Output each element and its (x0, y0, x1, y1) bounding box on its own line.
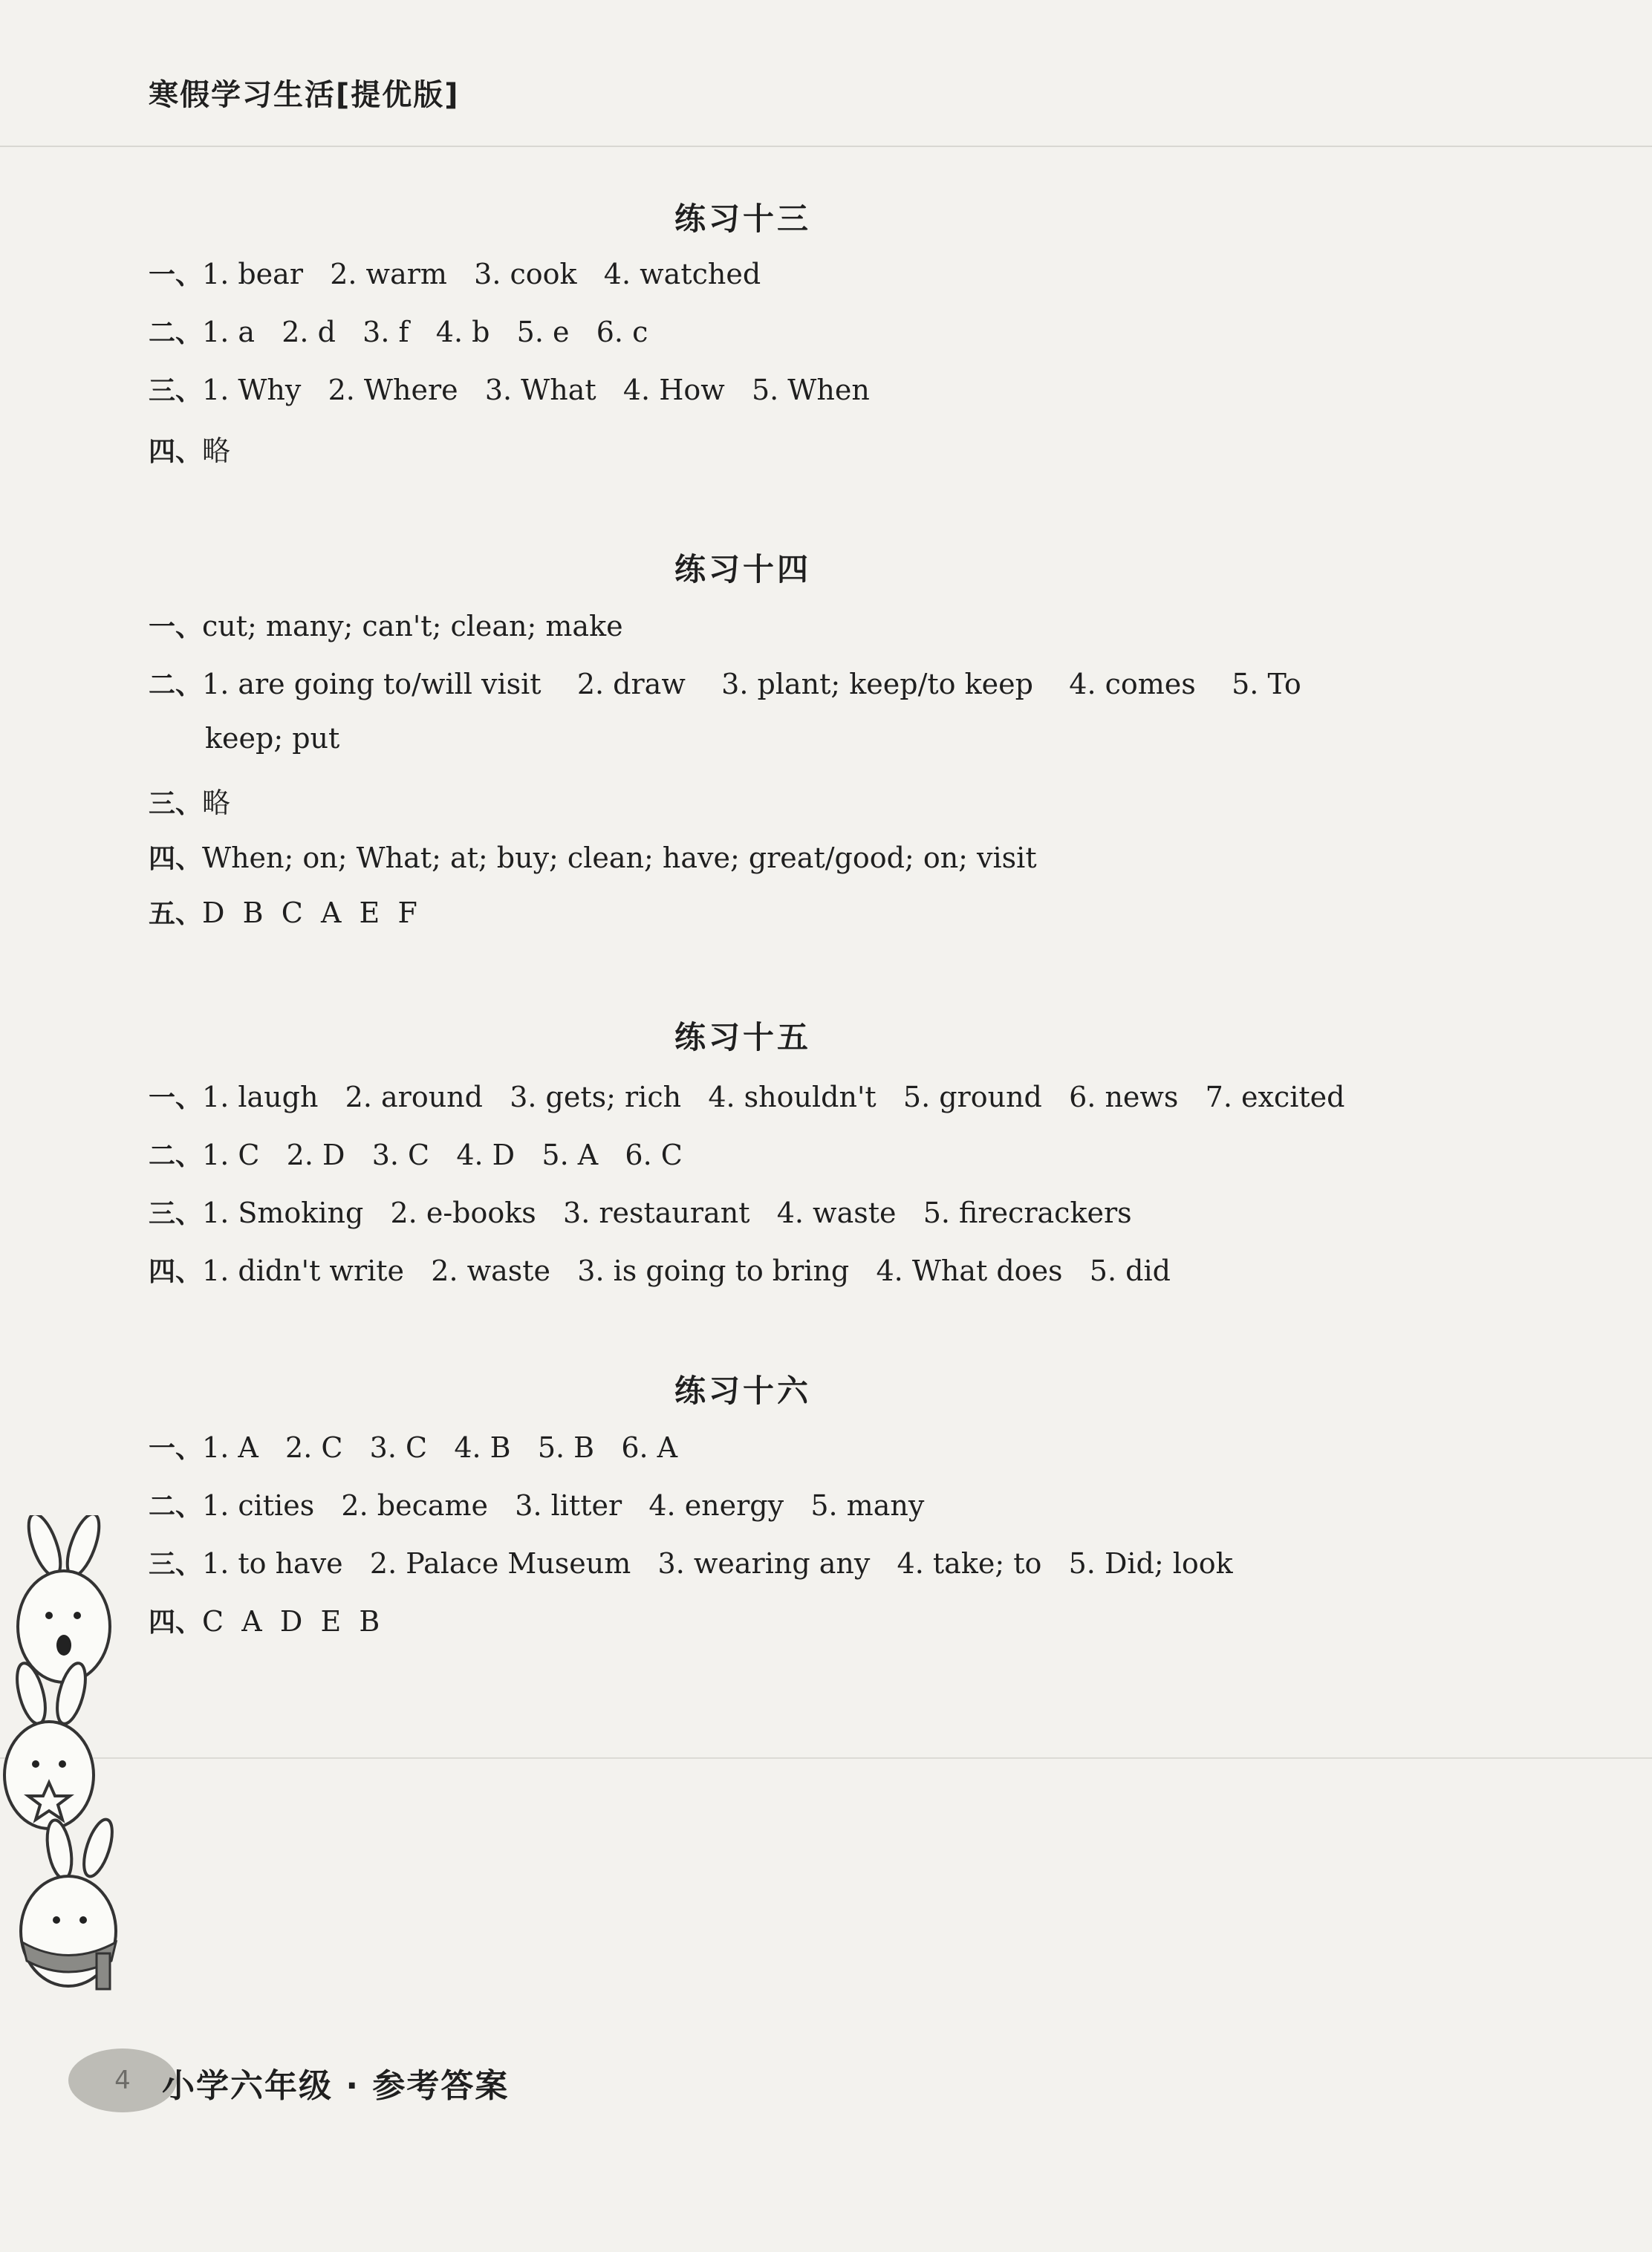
question-label: 一、 (149, 1433, 203, 1464)
question-label: 四、 (149, 1257, 203, 1287)
answer-text: D B C A E F (202, 896, 417, 929)
book-title: 寒假学习生活[提优版] (149, 78, 460, 112)
answer-text: 1. Why 2. Where 3. What 4. How 5. When (202, 374, 870, 406)
question-label: 一、 (149, 260, 203, 290)
answer-line (149, 1077, 1344, 1115)
answer-line (149, 780, 230, 821)
question-label: 四、 (149, 844, 203, 874)
answer-text: 1. are going to/will visit 2. draw 3. plant; keep/to keep 4. comes 5. To (202, 668, 1301, 700)
question-label: 四、 (149, 1607, 203, 1638)
answer-text: 1. didn't write 2. waste 3. is going to bring 4. What does 5. did (202, 1254, 1171, 1287)
answer-line (149, 254, 761, 292)
question-label: 二、 (149, 1491, 203, 1522)
answer-line (149, 1543, 1233, 1581)
answer-line (149, 1601, 380, 1639)
answer-text: 1. Smoking 2. e-books 3. restaurant 4. waste 5. firecrackers (202, 1197, 1132, 1229)
answer-line (149, 838, 1037, 876)
section-title: 练习十三 (674, 201, 811, 237)
answer-line (149, 370, 870, 408)
question-label: 三、 (149, 789, 203, 819)
answer-line (149, 606, 623, 644)
answer-line (149, 312, 648, 350)
question-label: 三、 (149, 1549, 203, 1580)
question-label: 五、 (149, 899, 203, 929)
footer-text: 小学六年级 · 参考答案 (162, 2067, 510, 2105)
bottom-divider (0, 1757, 1652, 1759)
section-title: 练习十四 (674, 551, 811, 588)
answer-text: C A D E B (202, 1605, 380, 1638)
question-label: 二、 (149, 318, 203, 348)
answer-text: 1. cities 2. became 3. litter 4. energy 5. many (202, 1489, 925, 1522)
answer-text: 1. bear 2. warm 3. cook 4. watched (202, 258, 761, 290)
answer-line (149, 1135, 683, 1173)
answer-line (149, 428, 230, 469)
answer-line (149, 1485, 924, 1523)
question-label: 三、 (149, 1199, 203, 1229)
answer-text: 略 (202, 435, 231, 467)
question-label: 三、 (149, 376, 203, 406)
answer-text: 1. C 2. D 3. C 4. D 5. A 6. C (202, 1139, 683, 1171)
question-label: 一、 (149, 612, 203, 642)
question-label: 二、 (149, 670, 203, 700)
answer-line (149, 664, 1301, 702)
section-title: 练习十六 (674, 1373, 811, 1409)
section-title: 练习十五 (674, 1019, 811, 1055)
answer-text: 1. A 2. C 3. C 4. B 5. B 6. A (202, 1431, 678, 1464)
answer-line (205, 722, 339, 755)
answer-line (149, 893, 417, 931)
answer-text: 略 (202, 787, 231, 819)
header-divider (0, 146, 1652, 147)
question-label: 四、 (149, 437, 203, 467)
answer-text: keep; put (205, 722, 340, 755)
bunny-illustration (0, 1515, 141, 1998)
answer-line (149, 1193, 1132, 1231)
answer-text: 1. a 2. d 3. f 4. b 5. e 6. c (202, 316, 648, 348)
answer-line (149, 1428, 677, 1465)
answer-text: 1. to have 2. Palace Museum 3. wearing any 4. take; to 5. Did; look (202, 1547, 1233, 1580)
question-label: 一、 (149, 1083, 203, 1113)
question-label: 二、 (149, 1141, 203, 1171)
answer-text: 1. laugh 2. around 3. gets; rich 4. shouldn't 5. ground 6. news 7. excited (202, 1081, 1345, 1113)
page-number-badge: 4 (68, 2048, 177, 2112)
answer-text: cut; many; can't; clean; make (202, 610, 623, 642)
answer-line (149, 1251, 1171, 1289)
answer-text: When; on; What; at; buy; clean; have; great/good; on; visit (202, 842, 1037, 874)
